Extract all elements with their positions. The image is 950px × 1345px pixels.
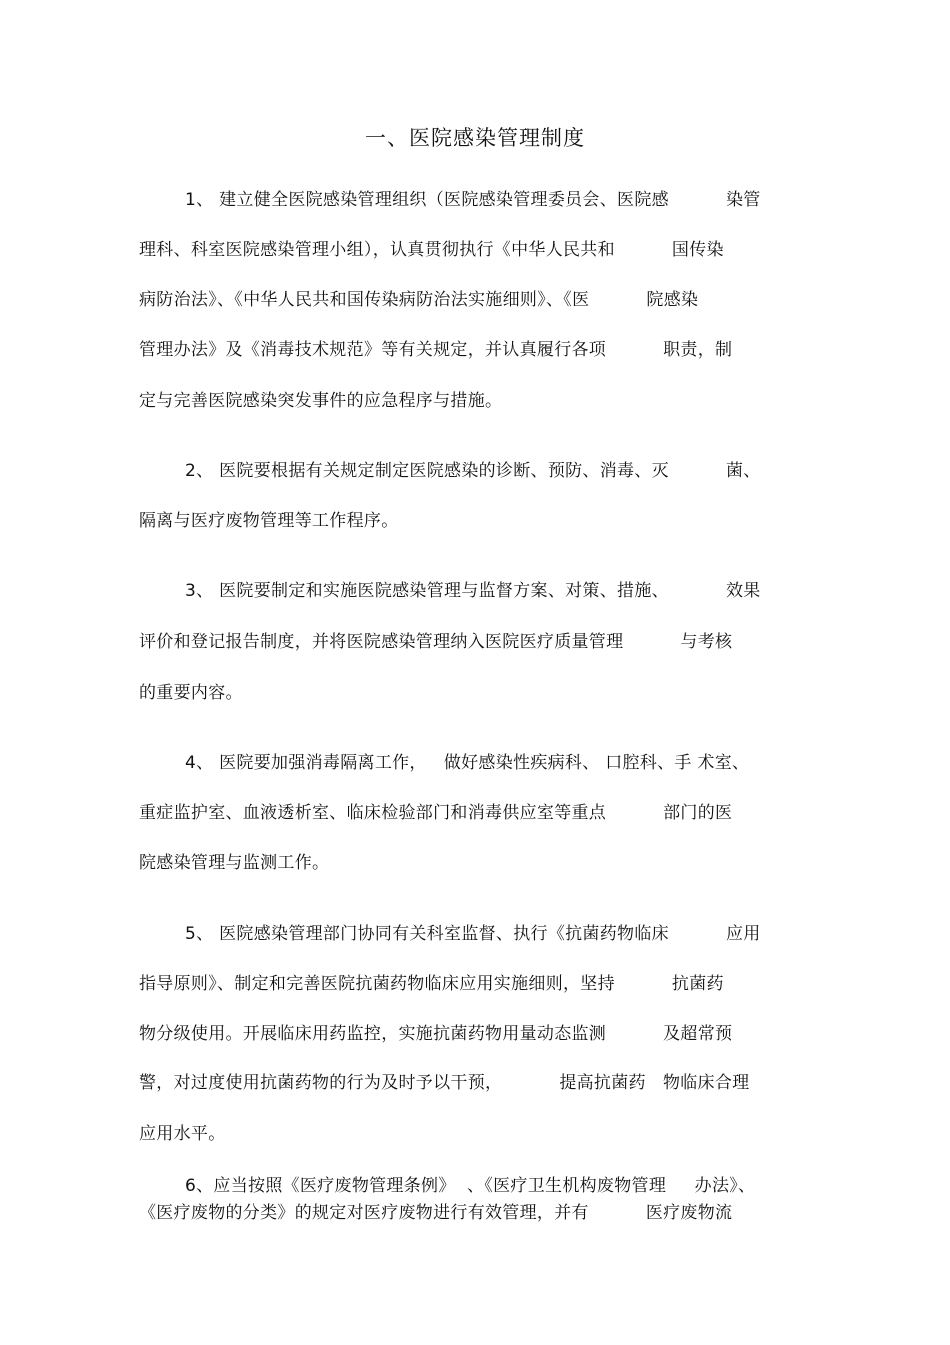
paragraph-3-line-2: 评价和登记报告制度，并将医院感染管理纳入医院医疗质量管理 与考核 [139,632,733,652]
paragraph-1-line-3: 病防治法》、《中华人民共和国传染病防治法实施细则》、《医 院感染 [139,290,699,310]
paragraph-3-line-3: 的重要内容。 [139,683,243,703]
paragraph-5-line-5: 应用水平。 [139,1124,226,1144]
paragraph-5-line-3: 物分级使用。开展临床用药监控，实施抗菌药物用量动态监测 及超常预 [139,1024,733,1044]
paragraph-1-line-5: 定与完善医院感染突发事件的应急程序与措施。 [139,391,503,411]
paragraph-1-line-1: 1、 建立健全医院感染管理组织（医院感染管理委员会、医院感 染管 [185,190,761,210]
paragraph-2-line-1: 2、 医院要根据有关规定制定医院感染的诊断、预防、消毒、灭 菌、 [185,461,761,481]
paragraph-6-line-1: 6、应当按照《医疗废物管理条例》 、《医疗卫生机构废物管理 办法》、 [185,1176,756,1196]
paragraph-5-line-1: 5、 医院感染管理部门协同有关科室监督、执行《抗菌药物临床 应用 [185,924,761,944]
paragraph-6-line-2: 《医疗废物的分类》的规定对医疗废物进行有效管理，并有 医疗废物流 [139,1203,733,1223]
paragraph-5-line-2: 指导原则》、制定和完善医院抗菌药物临床应用实施细则，坚持 抗菌药 [139,974,724,994]
paragraph-4-line-2: 重症监护室、血液透析室、临床检验部门和消毒供应室等重点 部门的医 [139,803,733,823]
page-title: 一、医院感染管理制度 [365,126,585,150]
paragraph-4-line-3: 院感染管理与监测工作。 [139,853,330,873]
paragraph-4-line-1: 4、 医院要加强消毒隔离工作， 做好感染性疾病科、 口腔科、手 术室、 [185,753,750,773]
paragraph-2-line-2: 隔离与医疗废物管理等工作程序。 [139,511,399,531]
paragraph-1-line-4: 管理办法》及《消毒技术规范》等有关规定，并认真履行各项 职责，制 [139,340,733,360]
paragraph-5-line-4: 警，对过度使用抗菌药物的行为及时予以干预， 提高抗菌药 物临床合理 [139,1073,750,1093]
paragraph-1-line-2: 理科、科室医院感染管理小组），认真贯彻执行《中华人民共和 国传染 [139,240,724,260]
paragraph-3-line-1: 3、 医院要制定和实施医院感染管理与监督方案、对策、措施、 效果 [185,581,761,601]
